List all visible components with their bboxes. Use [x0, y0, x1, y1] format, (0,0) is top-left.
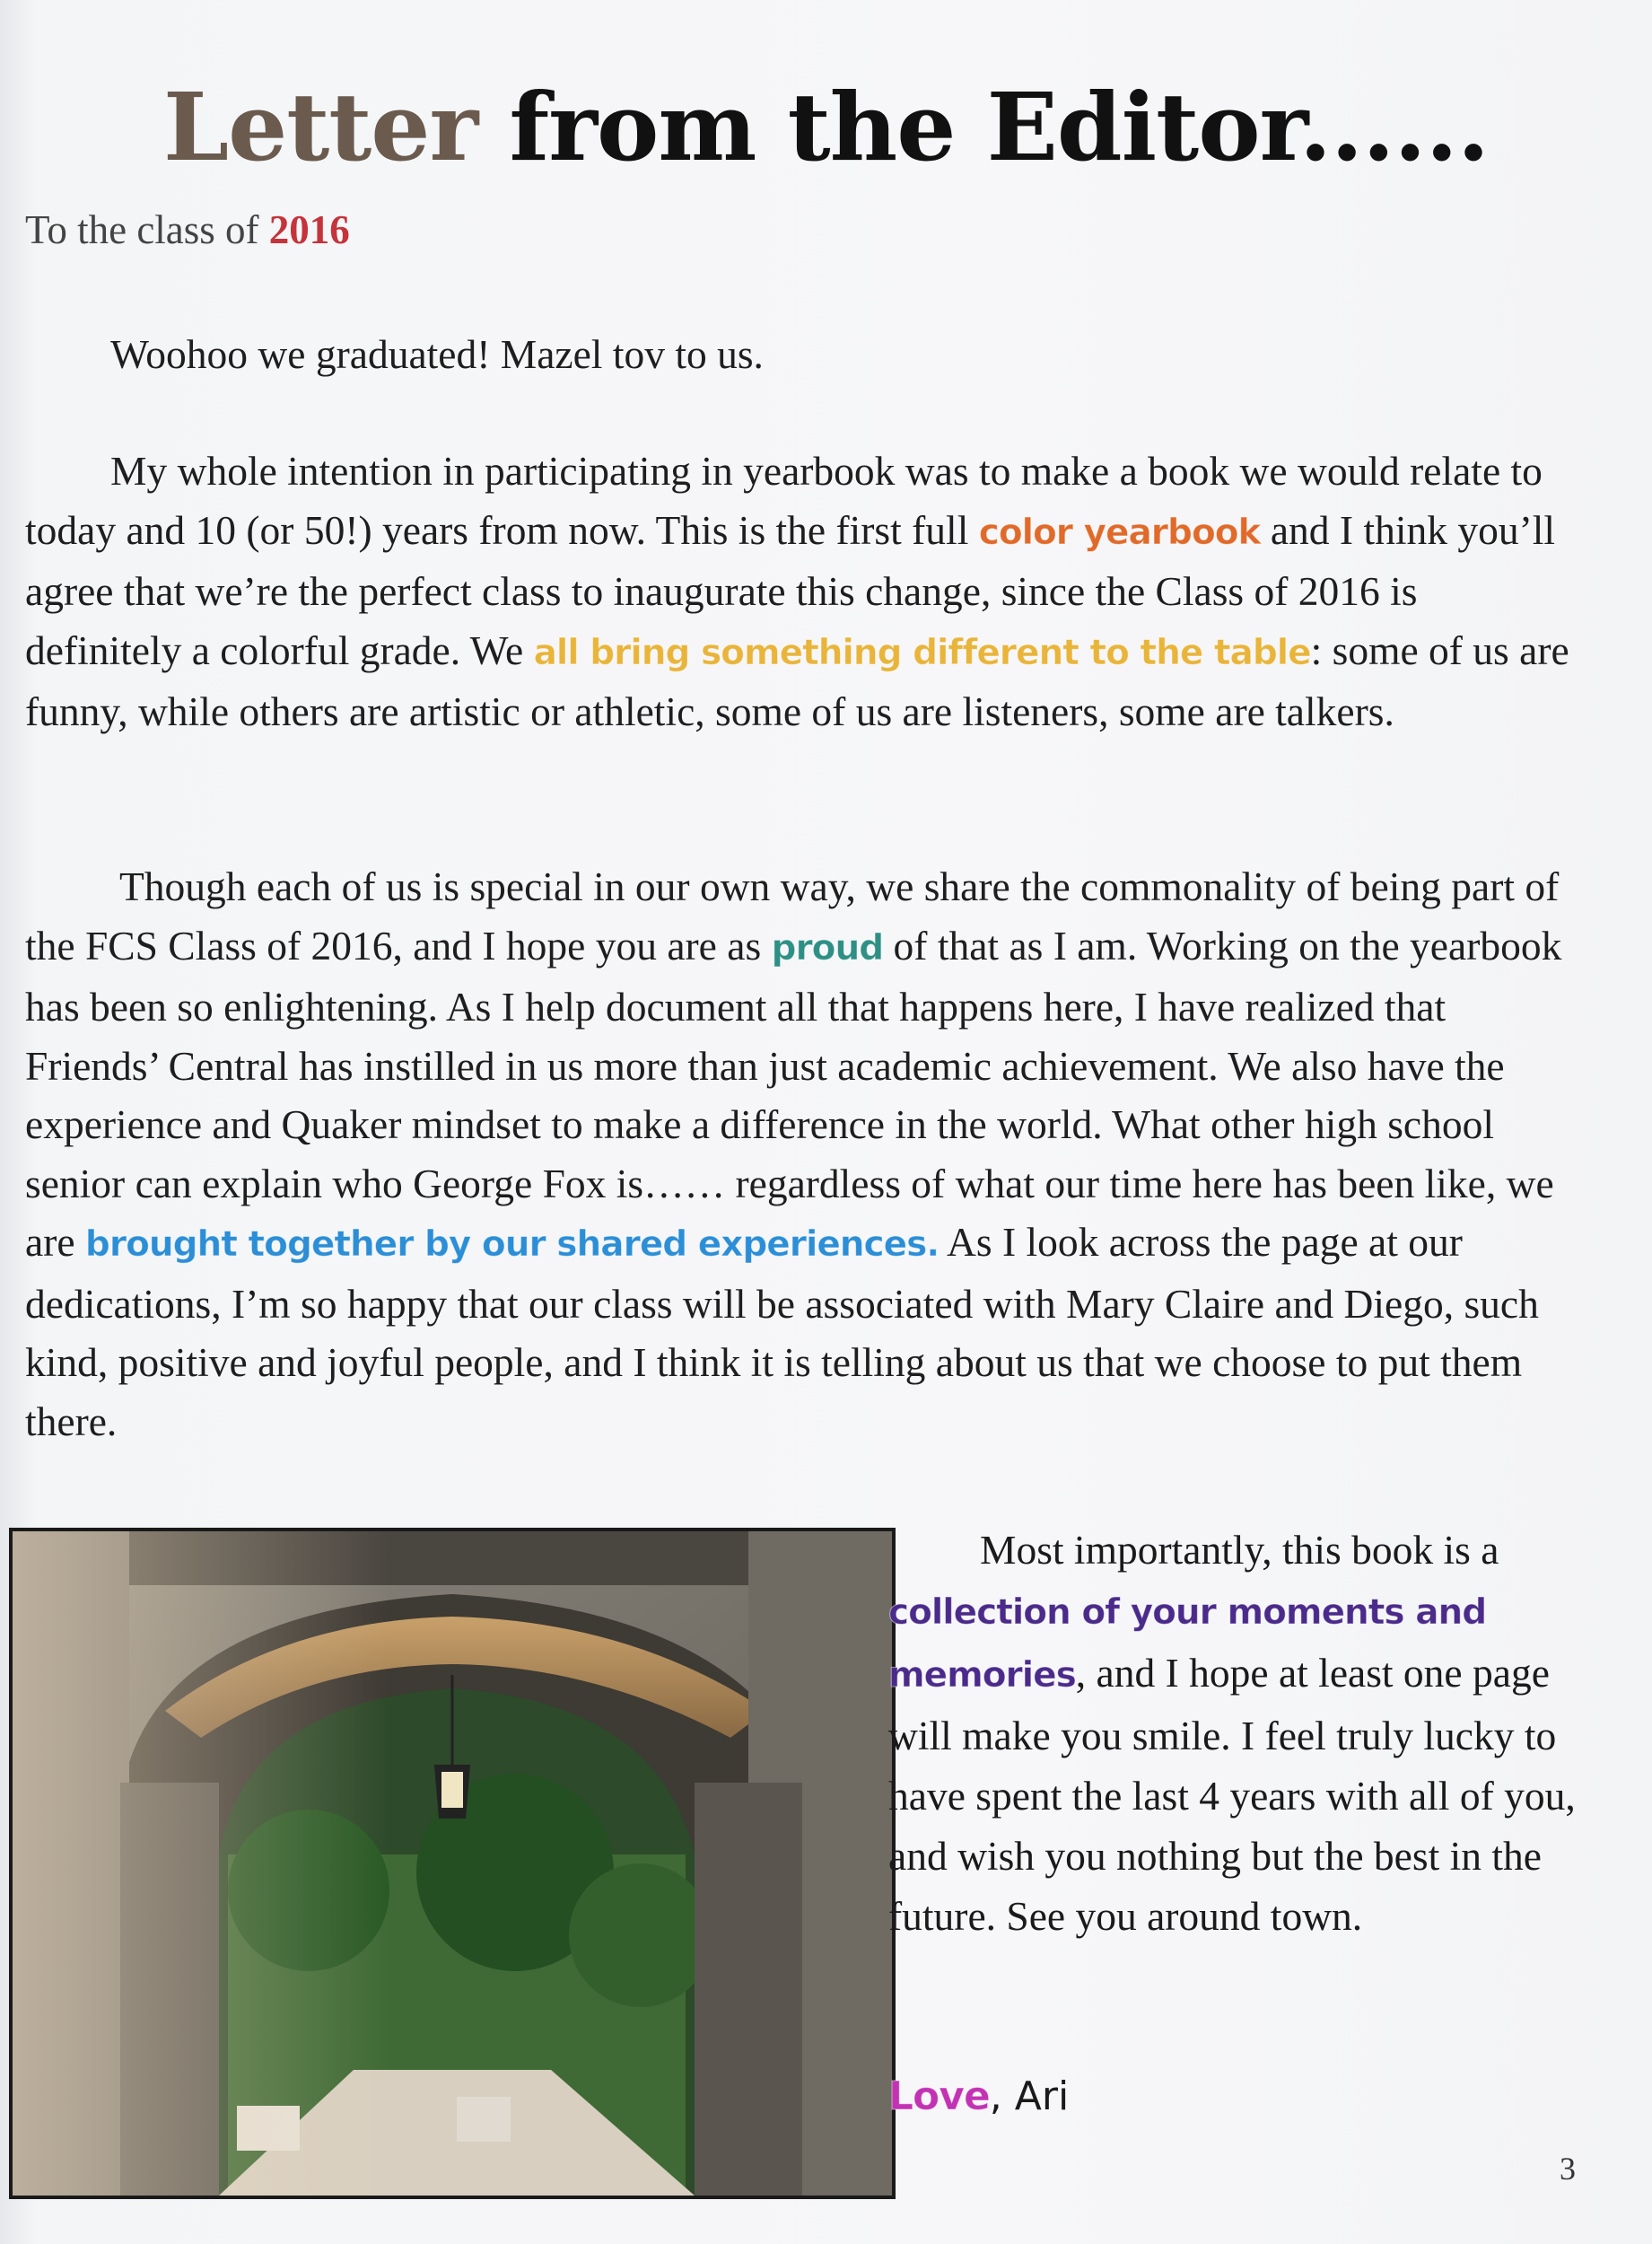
- title-rest: from the Editor......: [477, 72, 1490, 182]
- paragraph-1-text: Woohoo we graduated! Mazel tov to us.: [110, 331, 764, 377]
- page-number: 3: [1560, 2151, 1576, 2187]
- archway-photo: [9, 1528, 896, 2199]
- paragraph-4-text-a: Most importantly, this book is a: [980, 1527, 1499, 1573]
- paragraph-2-text-b: and I think you’ll agree that we’re the perfect class to inaugurate this change, since the Class of 2016 is definitely a colorful grade. We: [25, 506, 1556, 673]
- greeting-text: To the class of: [25, 207, 269, 252]
- paragraph-2-text-a: My whole intention in participating in yearbook was to make a book we would relate to today and 10 (or 50!) years from now. This is the first full: [25, 448, 1543, 553]
- paragraph-4-text-b: , and I hope at least one page will make you smile. I feel truly lucky to have spent the last 4 years with all of you, and wish you nothing but the best in the future. See you around town.: [888, 1650, 1576, 1939]
- paragraph-3-text-c: As I look across the page at our dedications, I’m so happy that our class will be associated with Mary Claire and Diego, such kind, positive and joyful people, and I think it is telling about us that we choose to put them there.: [25, 1219, 1539, 1444]
- paragraph-2-text-c: : some of us are funny, while others are artistic or athletic, some of us are listeners, some are talkers.: [25, 627, 1569, 734]
- highlight-proud: proud: [771, 927, 884, 969]
- paragraph-2: [25, 442, 1578, 741]
- signature: [888, 2073, 1069, 2119]
- paragraph-3-text-a: Though each of us is special in our own way, we share the commonality of being part of the FCS Class of 2016, and I hope you are as: [25, 863, 1560, 969]
- highlight-shared-experiences: brought together by our shared experiences.: [84, 1224, 940, 1265]
- sign-name: , Ari: [989, 2073, 1070, 2119]
- highlight-color-yearbook: color yearbook: [978, 512, 1261, 553]
- page-title: [0, 72, 1652, 182]
- paragraph-3: [25, 857, 1578, 1451]
- highlight-different-to-table: all bring something different to the table: [533, 632, 1311, 673]
- paragraph-4: [888, 1520, 1588, 1946]
- sign-love: Love: [888, 2073, 990, 2119]
- paragraph-1: [25, 325, 1578, 384]
- title-letter: Letter: [162, 72, 478, 182]
- greeting: [25, 206, 350, 253]
- paragraph-3-text-b: of that as I am. Working on the yearbook has been so enlightening. As I help document all that happens here, I have realized that Friends’ Central has instilled in us more than just academic achievement. We also have the experience and Quaker mindset to make a difference in the world. What other high school senior can explain who George Fox is…… regardless of what our time here has been like, we are: [25, 922, 1562, 1265]
- highlight-collection-moments: collection of your moments and memories: [888, 1592, 1487, 1696]
- greeting-year: 2016: [268, 207, 350, 252]
- archway-photo-image: [13, 1531, 892, 2196]
